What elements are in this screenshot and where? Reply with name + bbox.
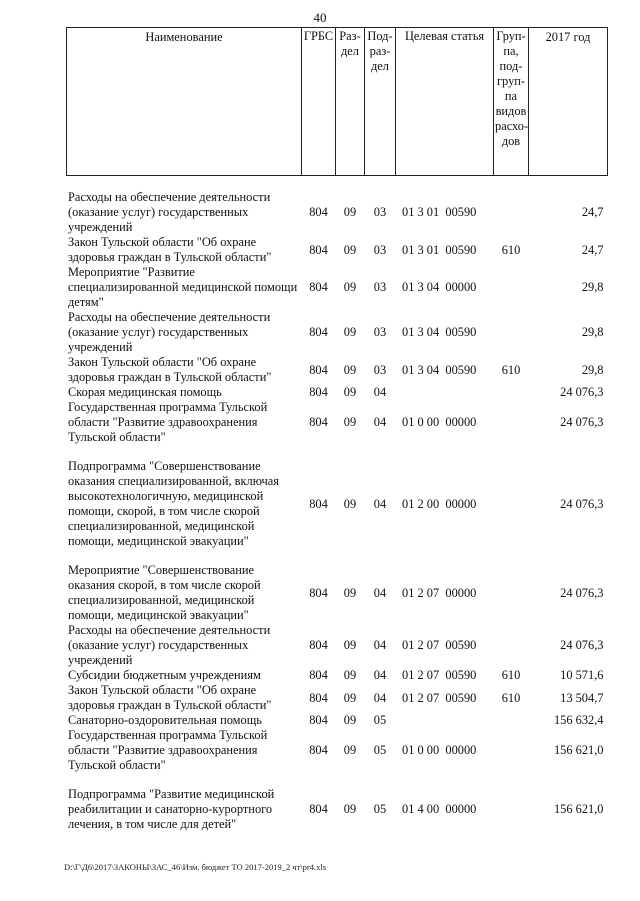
table-row	[67, 355, 608, 385]
gap-cell	[67, 445, 608, 459]
row-podrazdel: 04	[373, 638, 387, 652]
row-gruppa	[494, 787, 529, 832]
row-name: Закон Тульской области "Об охране здоровья граждан в Тульской области"	[68, 355, 272, 384]
row-name: Подпрограмма "Развитие медицинской реабилитации и санаторно-курортного лечения, в том числе для детей"	[68, 787, 275, 831]
row-gruppa	[494, 563, 529, 623]
row-razdel: 09	[343, 638, 357, 652]
row-celevaya: 01 2 00 00000	[402, 496, 477, 511]
row-grbs: 804	[309, 743, 328, 757]
row-razdel: 09	[343, 668, 357, 682]
row-razdel: 09	[343, 415, 357, 429]
header-podrazdel: Под- раз- дел	[365, 28, 396, 176]
header-gruppa: Груп- па, под- груп- па видов расхо- дов	[494, 28, 529, 176]
row-celevaya: 01 4 00 00000	[402, 802, 477, 816]
table-header	[67, 28, 608, 176]
row-celevaya: 01 2 07 00590	[402, 638, 477, 652]
row-sum: 24 076,3	[560, 385, 604, 399]
row-celevaya: 01 2 07 00590	[402, 690, 477, 705]
header-grbs: ГРБС	[302, 28, 336, 176]
row-gruppa	[494, 728, 529, 773]
row-razdel: 09	[343, 325, 357, 339]
row-razdel: 09	[343, 585, 357, 600]
row-sum: 24,7	[581, 242, 604, 257]
row-sum: 24 076,3	[560, 415, 604, 429]
row-grbs: 804	[309, 362, 328, 377]
footer-file-path: D:\Г\Д6\2017\ЗАКОНЫ\ЗАС_46\Изм. бюджет ТО 2017-2019_2 чт\pr4.xls	[64, 862, 327, 872]
gap-cell	[67, 549, 608, 563]
row-sum: 24 076,3	[560, 496, 604, 511]
row-podrazdel: 04	[373, 690, 387, 705]
row-gruppa	[494, 400, 529, 445]
table-body	[67, 176, 608, 833]
row-celevaya: 01 2 07 00590	[402, 668, 477, 682]
header-name: Наименование	[67, 28, 302, 176]
row-sum: 29,8	[581, 280, 604, 294]
row-razdel: 09	[343, 362, 357, 377]
row-podrazdel: 05	[373, 713, 387, 727]
table-row	[67, 265, 608, 310]
row-razdel: 09	[343, 280, 357, 294]
row-podrazdel: 03	[373, 325, 387, 339]
row-name: Расходы на обеспечение деятельности (оказание услуг) государственных учреждений	[68, 310, 271, 354]
row-grbs: 804	[309, 690, 328, 705]
budget-table-container	[66, 27, 607, 832]
budget-table	[66, 27, 608, 832]
row-sum: 24,7	[581, 205, 604, 219]
row-name: Мероприятие "Развитие специализированной медицинской помощи детям"	[68, 265, 298, 309]
table-row	[67, 787, 608, 832]
row-sum: 29,8	[581, 362, 604, 377]
row-sum: 156 632,4	[553, 713, 604, 727]
row-grbs: 804	[309, 280, 328, 294]
row-name: Субсидии бюджетным учреждениям	[68, 668, 261, 682]
table-row	[67, 385, 608, 400]
row-podrazdel: 04	[373, 668, 387, 682]
row-razdel: 09	[343, 743, 357, 757]
gap-row	[67, 549, 608, 563]
row-sum: 29,8	[581, 325, 604, 339]
row-podrazdel: 04	[373, 385, 387, 399]
row-grbs: 804	[309, 415, 328, 429]
table-row	[67, 623, 608, 668]
row-celevaya: 01 2 07 00000	[402, 585, 477, 600]
row-sum: 24 076,3	[560, 638, 604, 652]
row-podrazdel: 03	[373, 205, 387, 219]
row-name: Мероприятие "Совершенствование оказания скорой, в том числе скорой специализированной, медицинской помощи, медицинской эвакуации"	[68, 563, 261, 622]
row-name: Закон Тульской области "Об охране здоровья граждан в Тульской области"	[68, 683, 272, 712]
row-celevaya: 01 0 00 00000	[402, 415, 477, 429]
row-gruppa	[494, 623, 529, 668]
row-gruppa	[494, 713, 529, 728]
row-celevaya: 01 3 04 00590	[402, 325, 477, 339]
row-name: Закон Тульской области "Об охране здоровья граждан в Тульской области"	[68, 235, 272, 264]
row-razdel: 09	[343, 802, 357, 816]
table-row	[67, 728, 608, 773]
header-spacer-row	[67, 176, 608, 191]
row-razdel: 09	[343, 496, 357, 511]
spacer-cell	[67, 176, 608, 191]
gap-row	[67, 773, 608, 787]
table-row	[67, 235, 608, 265]
row-name: Государственная программа Тульской области "Развитие здравоохранения Тульской области"	[68, 400, 268, 444]
row-name: Подпрограмма "Совершенствование оказания специализированной, включая высокотехнологичную, медицинской помощи, скорой, в том числе скорой специализированной, медицинской помощи, медицинской эвакуации"	[68, 459, 279, 548]
row-grbs: 804	[309, 638, 328, 652]
row-razdel: 09	[343, 690, 357, 705]
table-row	[67, 190, 608, 235]
table-row	[67, 563, 608, 623]
row-podrazdel: 04	[373, 496, 387, 511]
row-podrazdel: 03	[373, 362, 387, 377]
row-gruppa	[494, 459, 529, 549]
row-razdel: 09	[343, 713, 357, 727]
header-celevaya: Целевая статья	[396, 28, 494, 176]
row-celevaya: 01 0 00 00000	[402, 743, 477, 757]
row-podrazdel: 04	[373, 415, 387, 429]
row-razdel: 09	[343, 242, 357, 257]
table-row	[67, 459, 608, 549]
table-row	[67, 310, 608, 355]
row-gruppa	[494, 385, 529, 400]
row-podrazdel: 03	[373, 280, 387, 294]
row-sum: 10 571,6	[560, 668, 604, 682]
row-name: Государственная программа Тульской области "Развитие здравоохранения Тульской области"	[68, 728, 268, 772]
row-celevaya: 01 3 01 00590	[402, 205, 477, 219]
row-grbs: 804	[309, 585, 328, 600]
gap-cell	[67, 773, 608, 787]
row-name: Расходы на обеспечение деятельности (оказание услуг) государственных учреждений	[68, 190, 271, 234]
row-gruppa: 610	[501, 242, 521, 257]
row-gruppa: 610	[501, 362, 521, 377]
row-sum: 156 621,0	[553, 743, 604, 757]
row-celevaya	[396, 385, 494, 400]
row-celevaya	[396, 713, 494, 728]
table-row	[67, 683, 608, 713]
table-row	[67, 668, 608, 683]
table-row	[67, 713, 608, 728]
row-sum: 24 076,3	[560, 585, 604, 600]
row-podrazdel: 05	[373, 743, 387, 757]
header-year: 2017 год	[529, 28, 608, 176]
row-grbs: 804	[309, 325, 328, 339]
row-gruppa: 610	[501, 690, 521, 705]
row-sum: 156 621,0	[553, 802, 604, 816]
header-razdel: Раз- дел	[336, 28, 365, 176]
row-grbs: 804	[309, 802, 328, 816]
row-name: Расходы на обеспечение деятельности (оказание услуг) государственных учреждений	[68, 623, 271, 667]
row-grbs: 804	[309, 205, 328, 219]
row-podrazdel: 03	[373, 242, 387, 257]
page-number: 40	[313, 10, 327, 25]
row-grbs: 804	[309, 385, 328, 399]
row-gruppa: 610	[501, 668, 521, 682]
row-gruppa	[494, 190, 529, 235]
row-grbs: 804	[309, 242, 328, 257]
row-grbs: 804	[309, 496, 328, 511]
row-celevaya: 01 3 01 00590	[402, 242, 477, 257]
row-grbs: 804	[309, 713, 328, 727]
row-razdel: 09	[343, 205, 357, 219]
gap-row	[67, 445, 608, 459]
row-celevaya: 01 3 04 00590	[402, 362, 477, 377]
row-razdel: 09	[343, 385, 357, 399]
row-gruppa	[494, 310, 529, 355]
row-sum: 13 504,7	[560, 690, 604, 705]
row-podrazdel: 04	[373, 585, 387, 600]
table-row	[67, 400, 608, 445]
row-celevaya: 01 3 04 00000	[402, 280, 477, 294]
row-podrazdel: 05	[373, 802, 387, 816]
row-grbs: 804	[309, 668, 328, 682]
row-name: Скорая медицинская помощь	[68, 385, 222, 399]
row-name: Санаторно-оздоровительная помощь	[68, 713, 262, 727]
row-gruppa	[494, 265, 529, 310]
